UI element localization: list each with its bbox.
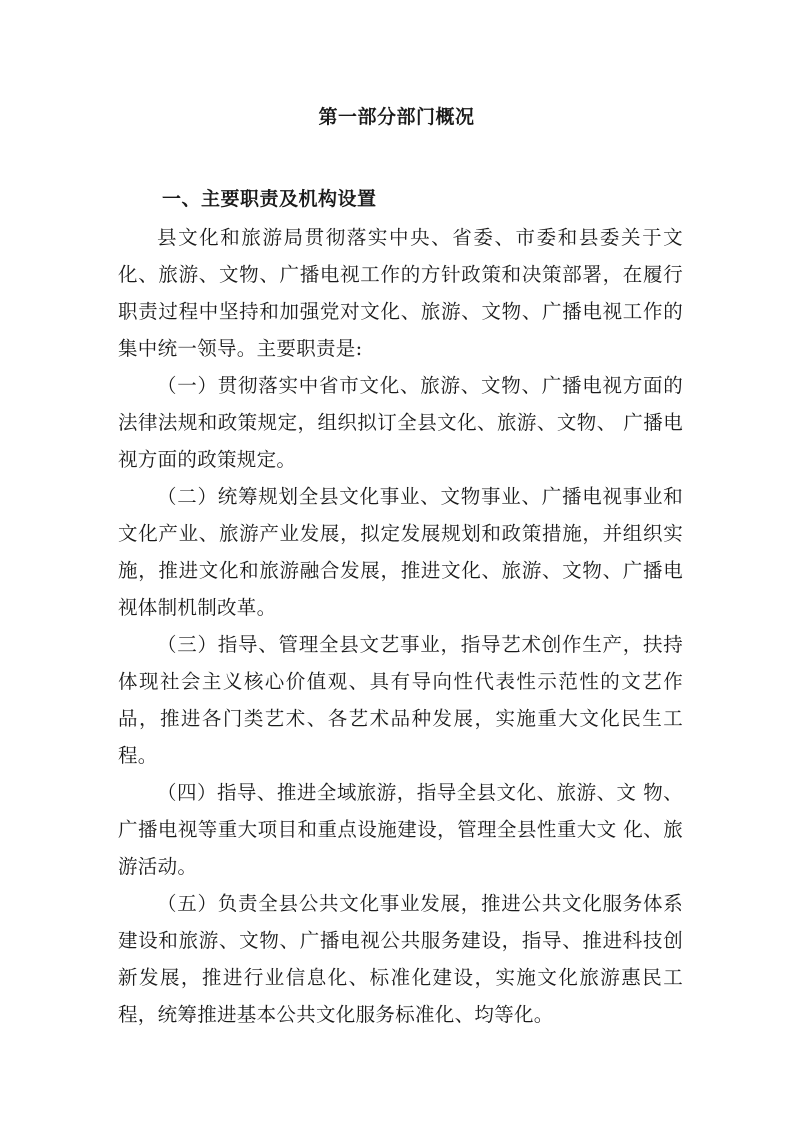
body-text (118, 219, 683, 1033)
paragraph-intro: 县文化和旅游局贯彻落实中央、省委、市委和县委关于文化、旅游、文物、广播电视工作的方针政策和决策部署，在履行职责过程中坚持和加强党对文化、旅游、文物、广播电视工作的集中统一领导。主要职责是: (118, 226, 683, 360)
paragraph-duty-4: （四）指导、推进全域旅游，指导全县文化、旅游、文 物、广播电视等重大项目和重点设施建设，管理全县性重大文 化、旅游活动。 (118, 781, 683, 878)
paragraph-duty-5: （五）负责全县公共文化事业发展，推进公共文化服务体系建设和旅游、文物、广播电视公共服务建设，指导、推进科技创新发展，推进行业信息化、标准化建设，实施文化旅游惠民工程，统筹推进基本公共文化服务标准化、均等化。 (118, 892, 683, 1026)
paragraph-duty-3: （三）指导、管理全县文艺事业，指导艺术创作生产，扶持体现社会主义核心价值观、具有导向性代表性示范性的文艺作品，推进各门类艺术、各艺术品种发展，实施重大文化民生工程。 (118, 633, 683, 767)
section-heading: 一、主要职责及机构设置 (162, 188, 377, 210)
paragraph-duty-1: （一）贯彻落实中省市文化、旅游、文物、广播电视方面的法律法规和政策规定，组织拟订全县文化、旅游、文物、 广播电视方面的政策规定。 (118, 374, 683, 471)
paragraph-duty-2: （二）统筹规划全县文化事业、文物事业、广播电视事业和文化产业、旅游产业发展，拟定发展规划和政策措施，并组织实施，推进文化和旅游融合发展，推进文化、旅游、文物、广播电视体制机制改革。 (118, 485, 683, 619)
page-title: 第一部分部门概况 (318, 106, 475, 128)
